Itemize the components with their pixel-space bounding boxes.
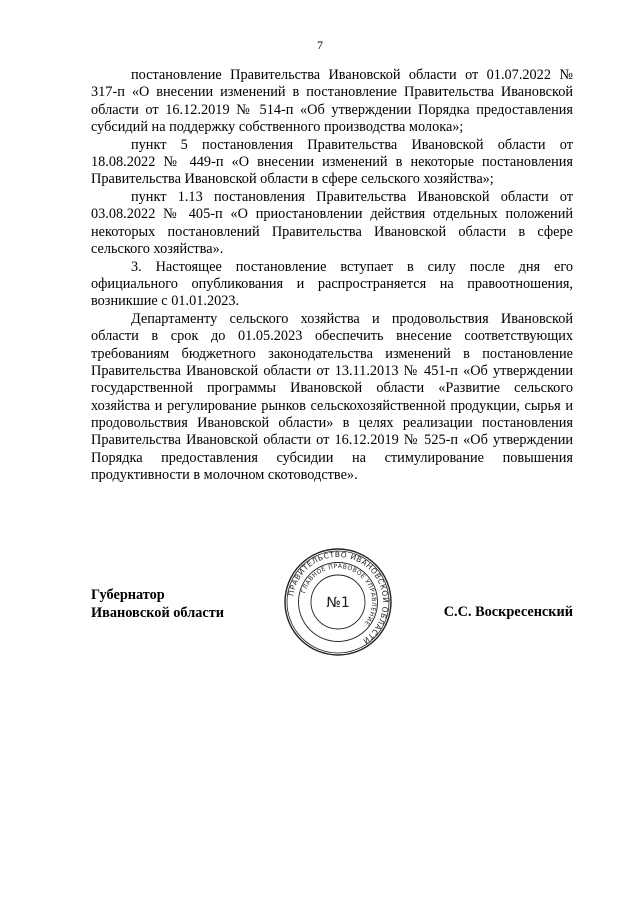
paragraph: Департаменту сельского хозяйства и продовольствия Ивановской области в срок до 01.05.2023 обеспечить внесение соответствующих требованиям бюджетного законодательства изменений в постановление Правительства Ивановской области от 13.11.2013 № 451-п «Об утверждении государственной программы Ивановской области «Развитие сельского хозяйства и регулирование рынков сельскохозяйственной продукции, сырья и продовольствия Ивановской области» в целях реализации постановления Правительства Ивановской области от 16.12.2019 № 525-п «Об утверждении Порядка предоставления субсидии на стимулирование повышения продуктивности в молочном скотоводстве». [91,311,573,483]
paragraph: постановление Правительства Ивановской области от 01.07.2022 № 317-п «О внесении изменений в постановление Правительства Ивановской области от 16.12.2019 № 514-п «Об утверждении Порядка предоставления субсидий на поддержку собственного производства молока»; [91,67,573,135]
page-number: 7 [317,38,323,52]
signature-title [91,587,224,622]
signatory-name: С.С. Воскресенский [443,604,573,620]
stamp-outer-text: ПРАВИТЕЛЬСТВО ИВАНОВСКОЙ ОБЛАСТИ [286,549,391,646]
paragraph: пункт 1.13 постановления Правительства Ивановской области от 03.08.2022 № 405-п «О приостановлении действия отдельных положений некоторых постановлений Правительства Ивановской области в сфере сельского хозяйства». [91,189,573,257]
document-body [91,67,573,484]
signature-title-line: Губернатор [91,587,165,603]
stamp-number: №1 [326,595,350,611]
stamp-inner-text: ГЛАВНОЕ ПРАВОВОЕ УПРАВЛЕНИЕ [300,562,378,627]
paragraph: пункт 5 постановления Правительства Ивановской области от 18.08.2022 № 449-п «О внесении изменений в некоторые постановления Правительства Ивановской области в сфере сельского хозяйства»; [91,136,573,188]
official-stamp [283,547,393,657]
paragraph: 3. Настоящее постановление вступает в силу после дня его официального опубликования и распространяется на правоотношения, возникшие с 01.01.2023. [91,258,573,310]
signature-title-line: Ивановской области [91,604,224,621]
